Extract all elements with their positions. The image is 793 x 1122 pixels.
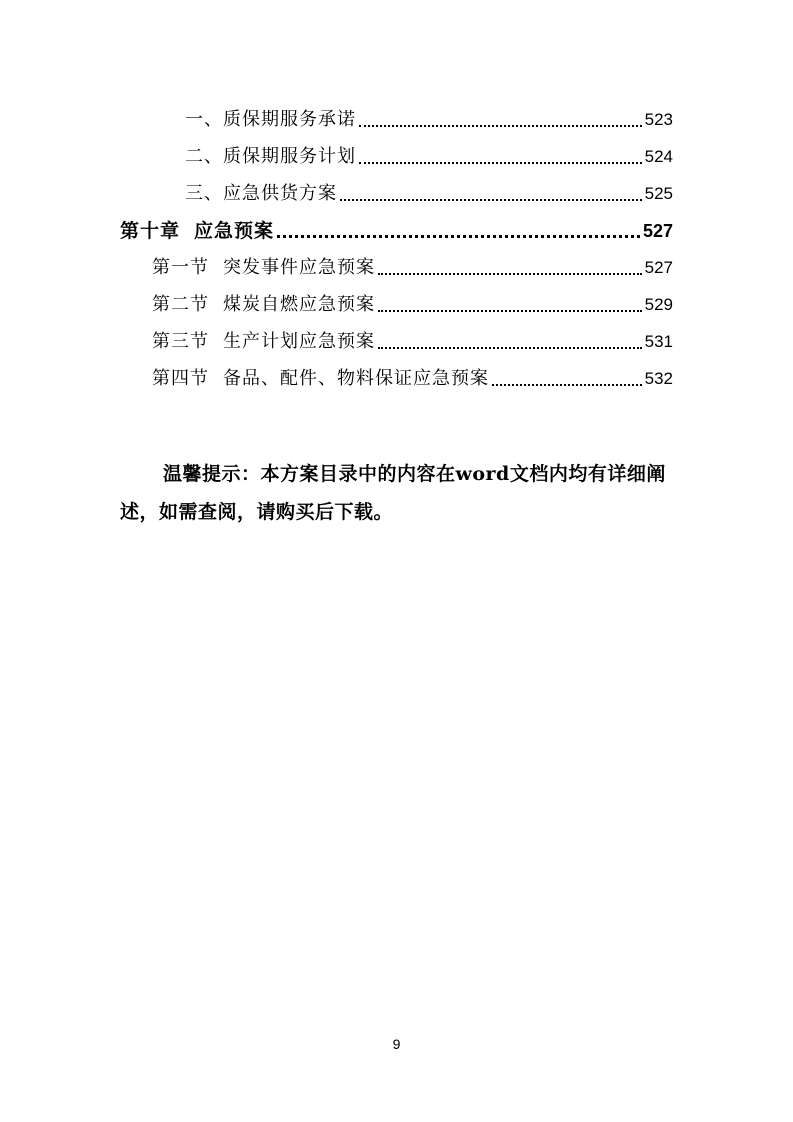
toc-dot-leader — [378, 347, 642, 349]
toc-entry-page: 527 — [644, 258, 673, 277]
toc-entry-page: 532 — [644, 369, 673, 388]
toc-entry-page: 524 — [644, 147, 673, 166]
toc-dot-leader — [378, 310, 642, 312]
toc-entry-label — [120, 219, 274, 243]
toc-chapter-entry[interactable] — [120, 215, 673, 243]
toc-entry[interactable] — [152, 289, 673, 317]
toc-entry[interactable] — [152, 326, 673, 354]
toc-entry-label — [185, 108, 356, 132]
notice-paragraph: 温馨提示：本方案目录中的内容在word文档内均有详细阐述，如需查阅，请购买后下载。 — [120, 463, 666, 523]
toc-entry-prefix: 第二节 — [152, 294, 209, 315]
toc-entry-label — [185, 145, 356, 169]
toc-dot-leader — [359, 162, 642, 164]
toc-entry-title: 应急供货方案 — [223, 183, 337, 204]
toc-entry-page: 525 — [644, 184, 673, 203]
toc-dot-leader — [492, 384, 642, 386]
toc-entry-label — [185, 182, 337, 206]
toc-dot-leader — [277, 235, 640, 238]
toc-entry[interactable] — [185, 141, 673, 169]
toc-entry-prefix: 第一节 — [152, 257, 209, 278]
toc-entry[interactable] — [152, 363, 673, 391]
toc-entry-title: 煤炭自燃应急预案 — [223, 294, 375, 315]
toc-entry-title: 质保期服务计划 — [223, 146, 356, 167]
toc-entry-prefix: 二、 — [185, 146, 223, 167]
toc-entry-label — [152, 293, 375, 317]
toc-entry-label — [152, 367, 489, 391]
toc-entry-title: 应急预案 — [194, 220, 275, 242]
toc-entry-prefix: 一、 — [185, 109, 223, 130]
toc-entry[interactable] — [185, 104, 673, 132]
toc-entry-title: 质保期服务承诺 — [223, 109, 356, 130]
toc-entry-prefix: 第十章 — [120, 220, 181, 242]
toc-entry-page: 531 — [644, 332, 673, 351]
toc-entry-label — [152, 256, 375, 280]
toc-entry-title: 突发事件应急预案 — [223, 257, 375, 278]
toc-entry-prefix: 第三节 — [152, 331, 209, 352]
toc-entry-label — [152, 330, 375, 354]
toc-entry[interactable] — [185, 178, 673, 206]
toc-entry-page: 523 — [644, 110, 673, 129]
toc-entry-page: 529 — [644, 295, 673, 314]
page-number: 9 — [392, 1036, 401, 1052]
toc-entry[interactable] — [152, 252, 673, 280]
toc-entry-prefix: 三、 — [185, 183, 223, 204]
toc-entry-title: 生产计划应急预案 — [223, 331, 375, 352]
toc-entry-prefix: 第四节 — [152, 368, 209, 389]
toc-dot-leader — [378, 273, 642, 275]
toc-dot-leader — [340, 199, 642, 201]
toc-entry-title: 备品、配件、物料保证应急预案 — [223, 368, 489, 389]
toc-entry-page: 527 — [642, 221, 673, 241]
toc-dot-leader — [359, 125, 642, 127]
